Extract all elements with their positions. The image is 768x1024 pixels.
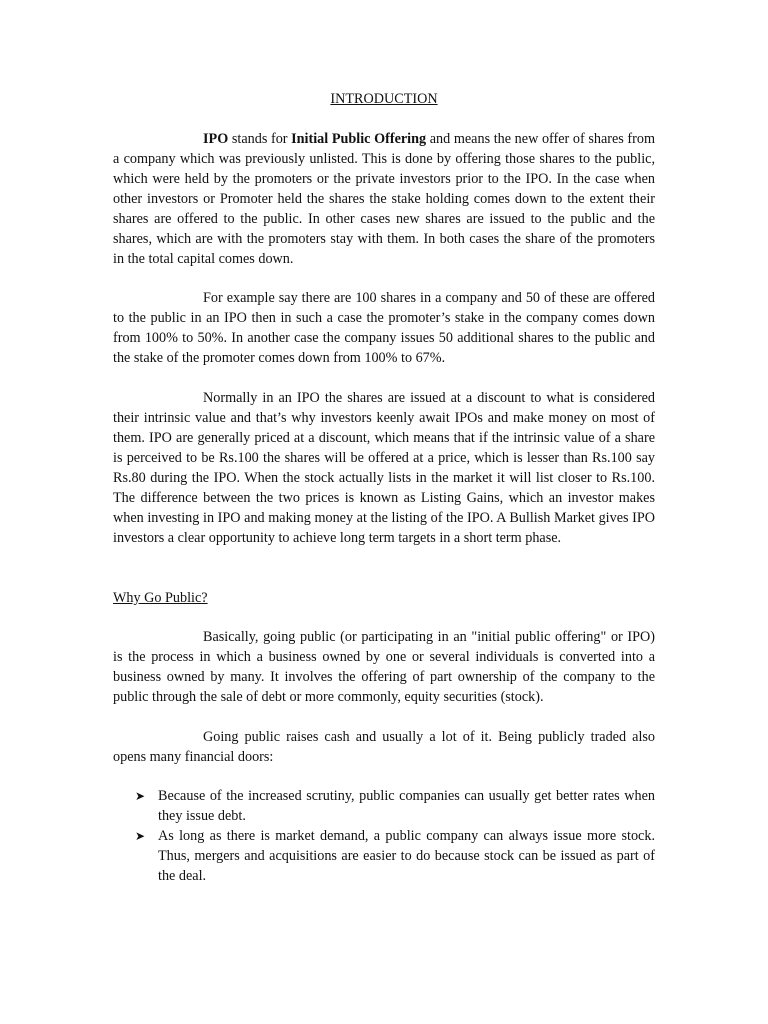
list-item	[113, 826, 655, 886]
example-paragraph	[113, 288, 655, 368]
list-item	[113, 786, 655, 826]
example-text: For example say there are 100 shares in a company and 50 of these are offered to the public in an IPO then in such a case the promoter’s stake in the company comes down from 100% to 50%. In another case the company issues 50 additional shares to the public and the stake of the promoter comes down from 100% to 67%.	[113, 290, 655, 366]
intro-full-form: Initial Public Offering	[291, 131, 427, 147]
raises-cash-paragraph	[113, 727, 655, 767]
intro-term: IPO	[203, 131, 229, 147]
list-item-text: Because of the increased scrutiny, public companies can usually get better rates when they issue debt.	[158, 788, 655, 824]
going-public-paragraph	[113, 627, 655, 707]
intro-rest: and means the new offer of shares from a company which was previously unlisted. This is done by offering those shares to the public, which were held by the promoters or the private investors prior to the IPO. In the case when other investors or Promoter held the shares the stake holding comes down to the extent their shares are offered to the public. In other cases new shares are issued to the public and the shares, which are with the promoters stay with them. In both cases the share of the promoters in the total capital comes down.	[113, 131, 655, 267]
document-heading: INTRODUCTION	[330, 91, 438, 107]
list-item-text: As long as there is market demand, a public company can always issue more stock. Thus, mergers and acquisitions are easier to do because stock can be issued as part of the deal.	[158, 828, 655, 884]
arrowhead-bullet-icon: ➤	[135, 829, 146, 843]
discount-text: Normally in an IPO the shares are issued at a discount to what is considered their intrinsic value and that’s why investors keenly await IPOs and make money on most of them. IPO are generally priced at a discount, which means that if the intrinsic value of a share is perceived to be Rs.100 the shares will be offered at a price, which is lesser than Rs.100 say Rs.80 during the IPO. When the stock actually lists in the market it will list closer to Rs.100. The difference between the two prices is known as Listing Gains, which an investor makes when investing in IPO and making money at the listing of the IPO. A Bullish Market gives IPO investors a clear opportunity to achieve long term targets in a short term phase.	[113, 390, 655, 546]
discount-paragraph	[113, 388, 655, 548]
raises-cash-text: Going public raises cash and usually a lot of it. Being publicly traded also opens many financial doors:	[113, 729, 655, 765]
why-go-public-subheading: Why Go Public?	[113, 590, 208, 606]
intro-paragraph	[113, 129, 655, 269]
going-public-text: Basically, going public (or participating in an "initial public offering" or IPO) is the process in which a business owned by one or several individuals is converted into a business owned by many. It involves the offering of part ownership of the company to the public through the sale of debt or more commonly, equity securities (stock).	[113, 629, 655, 705]
benefits-list	[113, 786, 655, 886]
arrowhead-bullet-icon: ➤	[135, 789, 146, 803]
intro-stands-for: stands for	[228, 131, 292, 147]
